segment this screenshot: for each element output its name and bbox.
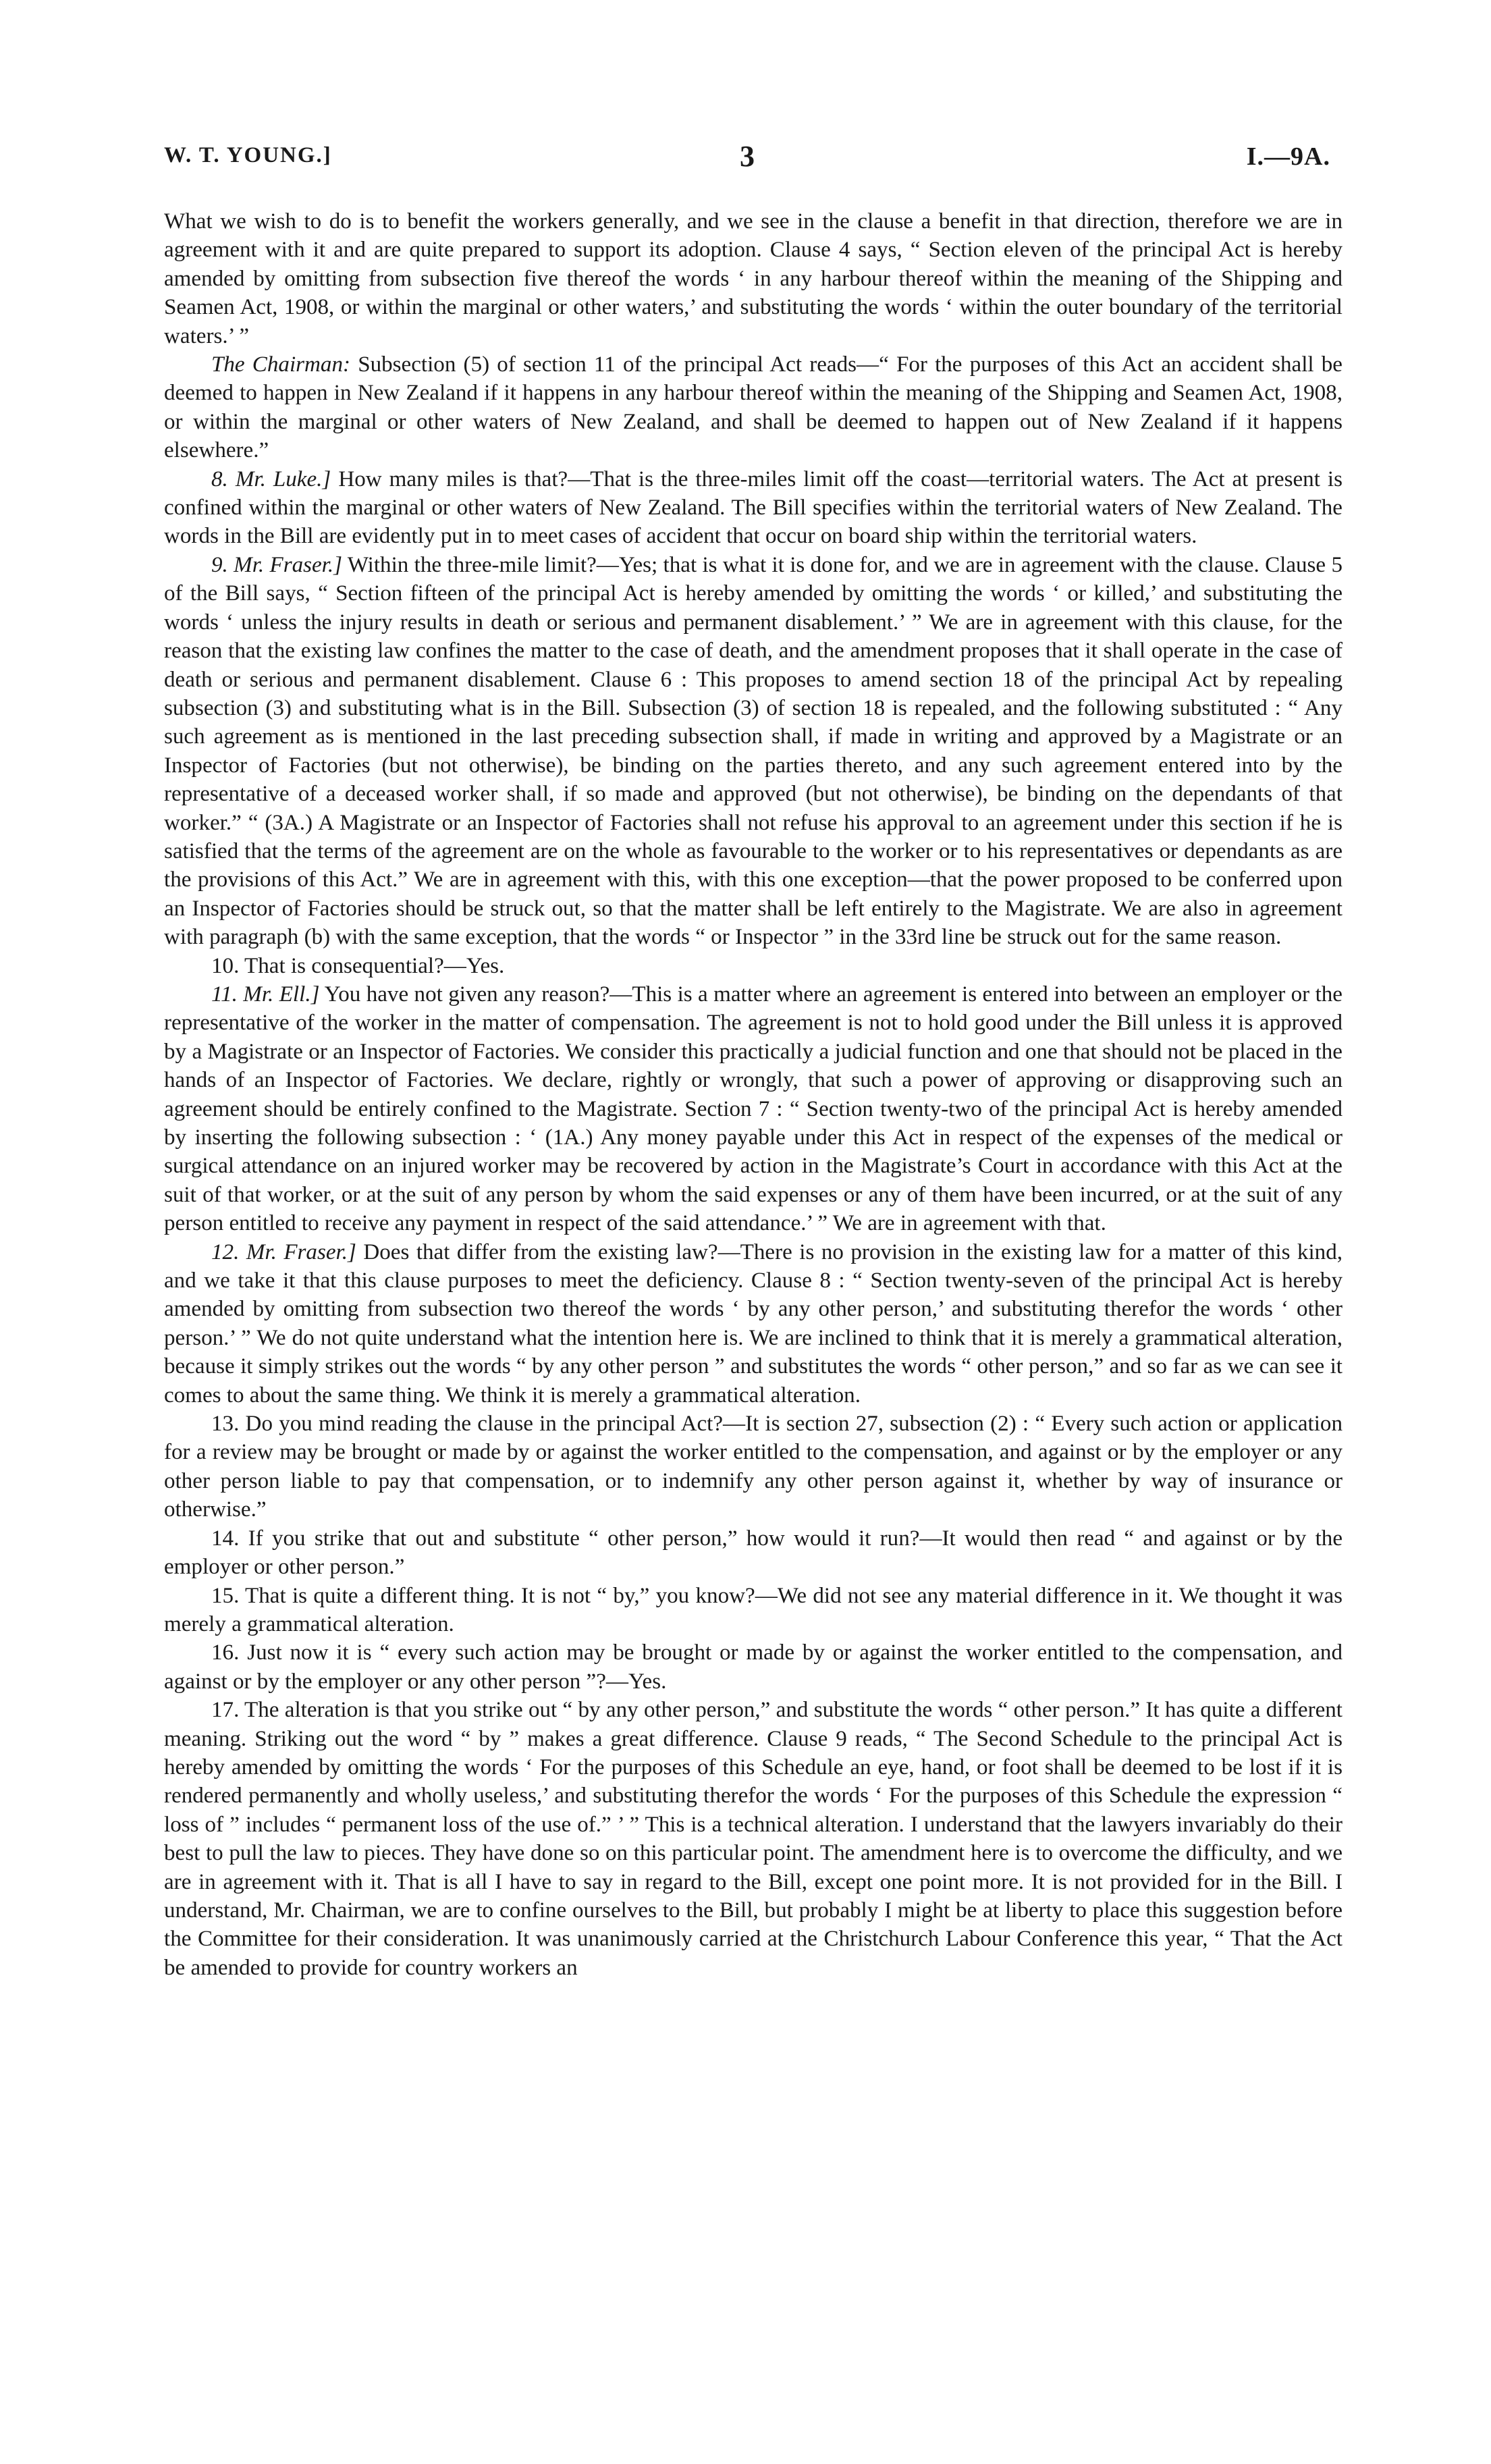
- paragraph-text: 10. That is consequential?—Yes.: [211, 953, 505, 978]
- paragraph: [164, 1696, 1343, 1982]
- paper-reference: I.—9A.: [1246, 142, 1330, 171]
- paragraph-text: 15. That is quite a different thing. It is not “ by,” you know?—We did not see any material difference in it. We thought it was merely a grammatical alteration.: [164, 1583, 1343, 1636]
- paragraph-text: Within the three-mile limit?—Yes; that is what it is done for, and we are in agreement with the clause. Clause 5 of the Bill says, “ Section fifteen of the principal Act is hereby amended by omitting the words ‘ or killed,’ and substituting the words ‘ unless the injury results in death or serious and permanent disablement.’ ” We are in agreement with this clause, for the reason that the existing law confines the matter to the case of death, and the amendment proposes that it shall operate in the case of death or serious and permanent disablement. Clause 6 : This proposes to amend section 18 of the principal Act by repealing subsection (3) and substituting what is in the Bill. Subsection (3) of section 18 is repealed, and the following substituted : “ Any such agreement as is mentioned in the last preceding subsection shall, if made in writing and approved by a Magistrate or an Inspector of Factories (but not otherwise), be binding on the parties thereto, and any such agreement entered into by the representative of a deceased worker shall, if so made and approved (but not otherwise), be binding on the dependants of that worker.” “ (3A.) A Magistrate or an Inspector of Factories shall not refuse his approval to an agreement under this section if he is satisfied that the terms of the agreement are on the whole as favourable to the worker or to his representatives or dependants as are the provisions of this Act.” We are in agreement with this, with this one exception—that the power proposed to be conferred upon an Inspector of Factories should be struck out, so that the matter shall be left entirely to the Magistrate. We are also in agreement with paragraph (b) with the same exception, that the words “ or Inspector ” in the 33rd line be struck out for the same reason.: [164, 552, 1343, 950]
- paragraph: [164, 551, 1343, 952]
- paragraph: [164, 350, 1343, 465]
- witness-name: W. T. YOUNG.]: [164, 143, 332, 167]
- speaker-label: 12. Mr. Fraser.]: [211, 1239, 356, 1264]
- paragraph: [164, 952, 1343, 980]
- paragraph: [164, 1638, 1343, 1696]
- paragraph-text: 13. Do you mind reading the clause in the principal Act?—It is section 27, subsection (2) : “ Every such action or application for a review may be brought or made by or against the worker entitled to the compensation, and against or by the employer or any other person liable to pay that compensation, or to indemnify any other person against it, whether by way of insurance or otherwise.”: [164, 1412, 1343, 1522]
- paragraph-text: Does that differ from the existing law?—There is no provision in the existing law for a matter of this kind, and we take it that this clause purposes to meet the deficiency. Clause 8 : “ Section twenty-seven of the principal Act is hereby amended by omitting from subsection two thereof the words ‘ by any other person,’ and substituting therefor the words ‘ other person.’ ” We do not quite understand what the intention here is. We are inclined to think that it is merely a grammatical alteration, because it simply strikes out the words “ by any other person ” and substitutes the words “ other person,” and so far as we can see it comes to about the same thing. We think it is merely a grammatical alteration.: [164, 1239, 1343, 1408]
- paragraph-text: 16. Just now it is “ every such action may be brought or made by or against the worker entitled to the compensation, and against or by the employer or any other person ”?—Yes.: [164, 1640, 1343, 1694]
- paragraph-text: Subsection (5) of section 11 of the principal Act reads—“ For the purposes of this Act an accident shall be deemed to happen in New Zealand if it happens in any harbour thereof within the meaning of the Shipping and Seamen Act, 1908, or within the marginal or other waters of New Zealand, and shall be deemed to happen out of New Zealand if it happens elsewhere.”: [164, 352, 1343, 463]
- paragraph-text: What we wish to do is to benefit the workers generally, and we see in the clause a benefit in that direction, therefore we are in agreement with it and are quite prepared to support its adoption. Clause 4 says, “ Section eleven of the principal Act is hereby amended by omitting from subsection five thereof the words ‘ in any harbour thereof within the meaning of the Shipping and Seamen Act, 1908, or within the marginal or other waters,’ and substituting the words ‘ within the outer boundary of the territorial waters.’ ”: [164, 209, 1343, 348]
- paragraph: [164, 207, 1343, 350]
- paragraph: [164, 465, 1343, 551]
- paragraph: [164, 1524, 1343, 1582]
- paragraph-text: You have not given any reason?—This is a matter where an agreement is entered into between an employer or the representative of the worker in the matter of compensation. The agreement is not to hold good under the Bill unless it is approved by a Magistrate or an Inspector of Factories. We consider this practically a judicial function and one that should not be placed in the hands of an Inspector of Factories. We declare, rightly or wrongly, that such a power of approving or disapproving such an agreement should be entirely confined to the Magistrate. Section 7 : “ Section twenty-two of the principal Act is hereby amended by inserting the following subsection : ‘ (1A.) Any money payable under this Act in respect of the expenses of the medical or surgical attendance on an injured worker may be recovered by action in the Magistrate’s Court in accordance with this Act at the suit of that worker, or at the suit of any person by whom the said expenses or any of them have been incurred, or at the suit of any person entitled to receive any payment in respect of the said attendance.’ ” We are in agreement with that.: [164, 982, 1343, 1236]
- paragraph-text: 14. If you strike that out and substitute “ other person,” how would it run?—It would then read “ and against or by the employer or other person.”: [164, 1526, 1343, 1580]
- paragraph-text: 17. The alteration is that you strike out “ by any other person,” and substitute the words “ other person.” It has quite a different meaning. Striking out the word “ by ” makes a great difference. Clause 9 reads, “ The Second Schedule to the principal Act is hereby amended by omitting the words ‘ For the purposes of this Schedule an eye, hand, or foot shall be deemed to be lost if it is rendered permanently and wholly useless,’ and substituting therefor the words ‘ For the purposes of this Schedule the expression “ loss of ” includes “ permanent loss of the use of.” ’ ” This is a technical alteration. I understand that the lawyers invariably do their best to pull the law to pieces. They have done so on this particular point. The amendment here is to overcome the difficulty, and we are in agreement with it. That is all I have to say in regard to the Bill, except one point more. It is not provided for in the Bill. I understand, Mr. Chairman, we are to confine ourselves to the Bill, but probably I might be at liberty to place this suggestion before the Committee for their consideration. It was unanimously carried at the Christchurch Labour Conference this year, “ That the Act be amended to provide for country workers an: [164, 1698, 1343, 1980]
- paragraph: [164, 980, 1343, 1238]
- speaker-label: 11. Mr. Ell.]: [211, 982, 320, 1007]
- paragraph: [164, 1410, 1343, 1524]
- page-header: [164, 140, 1330, 181]
- page-number: 3: [740, 140, 755, 173]
- paragraph-text: How many miles is that?—That is the three-miles limit off the coast—territorial waters. The Act at present is confined within the marginal or other waters of New Zealand. The Bill specifies within the territorial waters of New Zealand. The words in the Bill are evidently put in to meet cases of accident that occur on board ship within the territorial waters.: [164, 466, 1343, 549]
- document-body: [164, 207, 1343, 2448]
- speaker-label: The Chairman:: [211, 352, 350, 377]
- paragraph: [164, 1238, 1343, 1410]
- paragraph: [164, 1582, 1343, 1639]
- speaker-label: 8. Mr. Luke.]: [211, 466, 331, 491]
- speaker-label: 9. Mr. Fraser.]: [211, 552, 343, 577]
